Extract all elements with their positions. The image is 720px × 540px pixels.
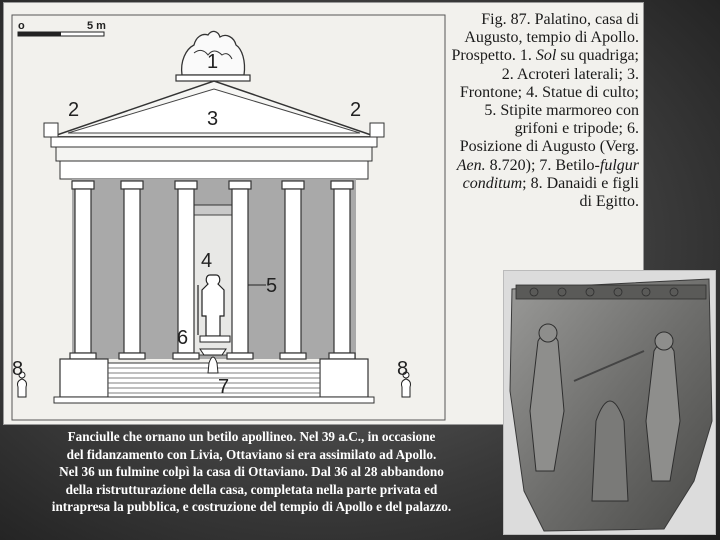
- label-8-left: 8: [12, 358, 24, 380]
- caption-part: su quadriga; 2. Acroteri laterali; 3. Frontone; 4. Statue di culto; 5. Stipite marmoreo con grifoni e tripode; 6. Posizione di Augusto (Verg.: [459, 47, 639, 156]
- caption-part: Fig. 87. Palatino, casa di Augusto, tempio di Apollo. Prospetto. 1.: [451, 11, 639, 65]
- label-4: 4: [201, 250, 213, 272]
- label-6: 6: [177, 327, 189, 349]
- label-8-right: 8: [397, 358, 409, 380]
- caption-part: 8.720); 7. Betilo-: [485, 156, 600, 174]
- description-text: [4, 428, 499, 516]
- description-line: Nel 36 un fulmine colpì la casa di Ottaviano. Dal 36 al 28 abbandono: [59, 464, 444, 479]
- description-line: della ristrutturazione della casa, completata nella parte privata ed: [65, 481, 438, 497]
- terracotta-relief-image: [504, 271, 715, 534]
- label-2-right: 2: [350, 99, 362, 121]
- description-line: intrapresa la pubblica, e costruzione del tempio di Apollo e del palazzo.: [51, 499, 452, 514]
- figure-caption: [449, 11, 639, 211]
- caption-part: fulgur conditum: [462, 156, 639, 192]
- relief-photo: [503, 270, 716, 535]
- label-3: 3: [207, 108, 219, 130]
- caption-part: Sol: [535, 47, 557, 65]
- description-line: del fidanzamento con Livia, Ottaviano si era assimilato ad Apollo.: [66, 446, 437, 462]
- scale-bar: [18, 20, 106, 36]
- caption-part: ; 8. Danaidi e figli di Egitto.: [522, 174, 639, 211]
- label-7: 7: [218, 376, 230, 398]
- scale-zero-label: o: [18, 20, 25, 32]
- pediment: [44, 81, 384, 179]
- label-5: 5: [266, 275, 278, 297]
- label-1: 1: [207, 51, 219, 73]
- caption-part: Aen.: [456, 156, 486, 174]
- label-2-left: 2: [68, 99, 80, 121]
- description-line: Fanciulle che ornano un betilo apollineo. Nel 39 a.C., in occasione: [67, 429, 436, 444]
- scale-end-label: 5 m: [87, 20, 106, 32]
